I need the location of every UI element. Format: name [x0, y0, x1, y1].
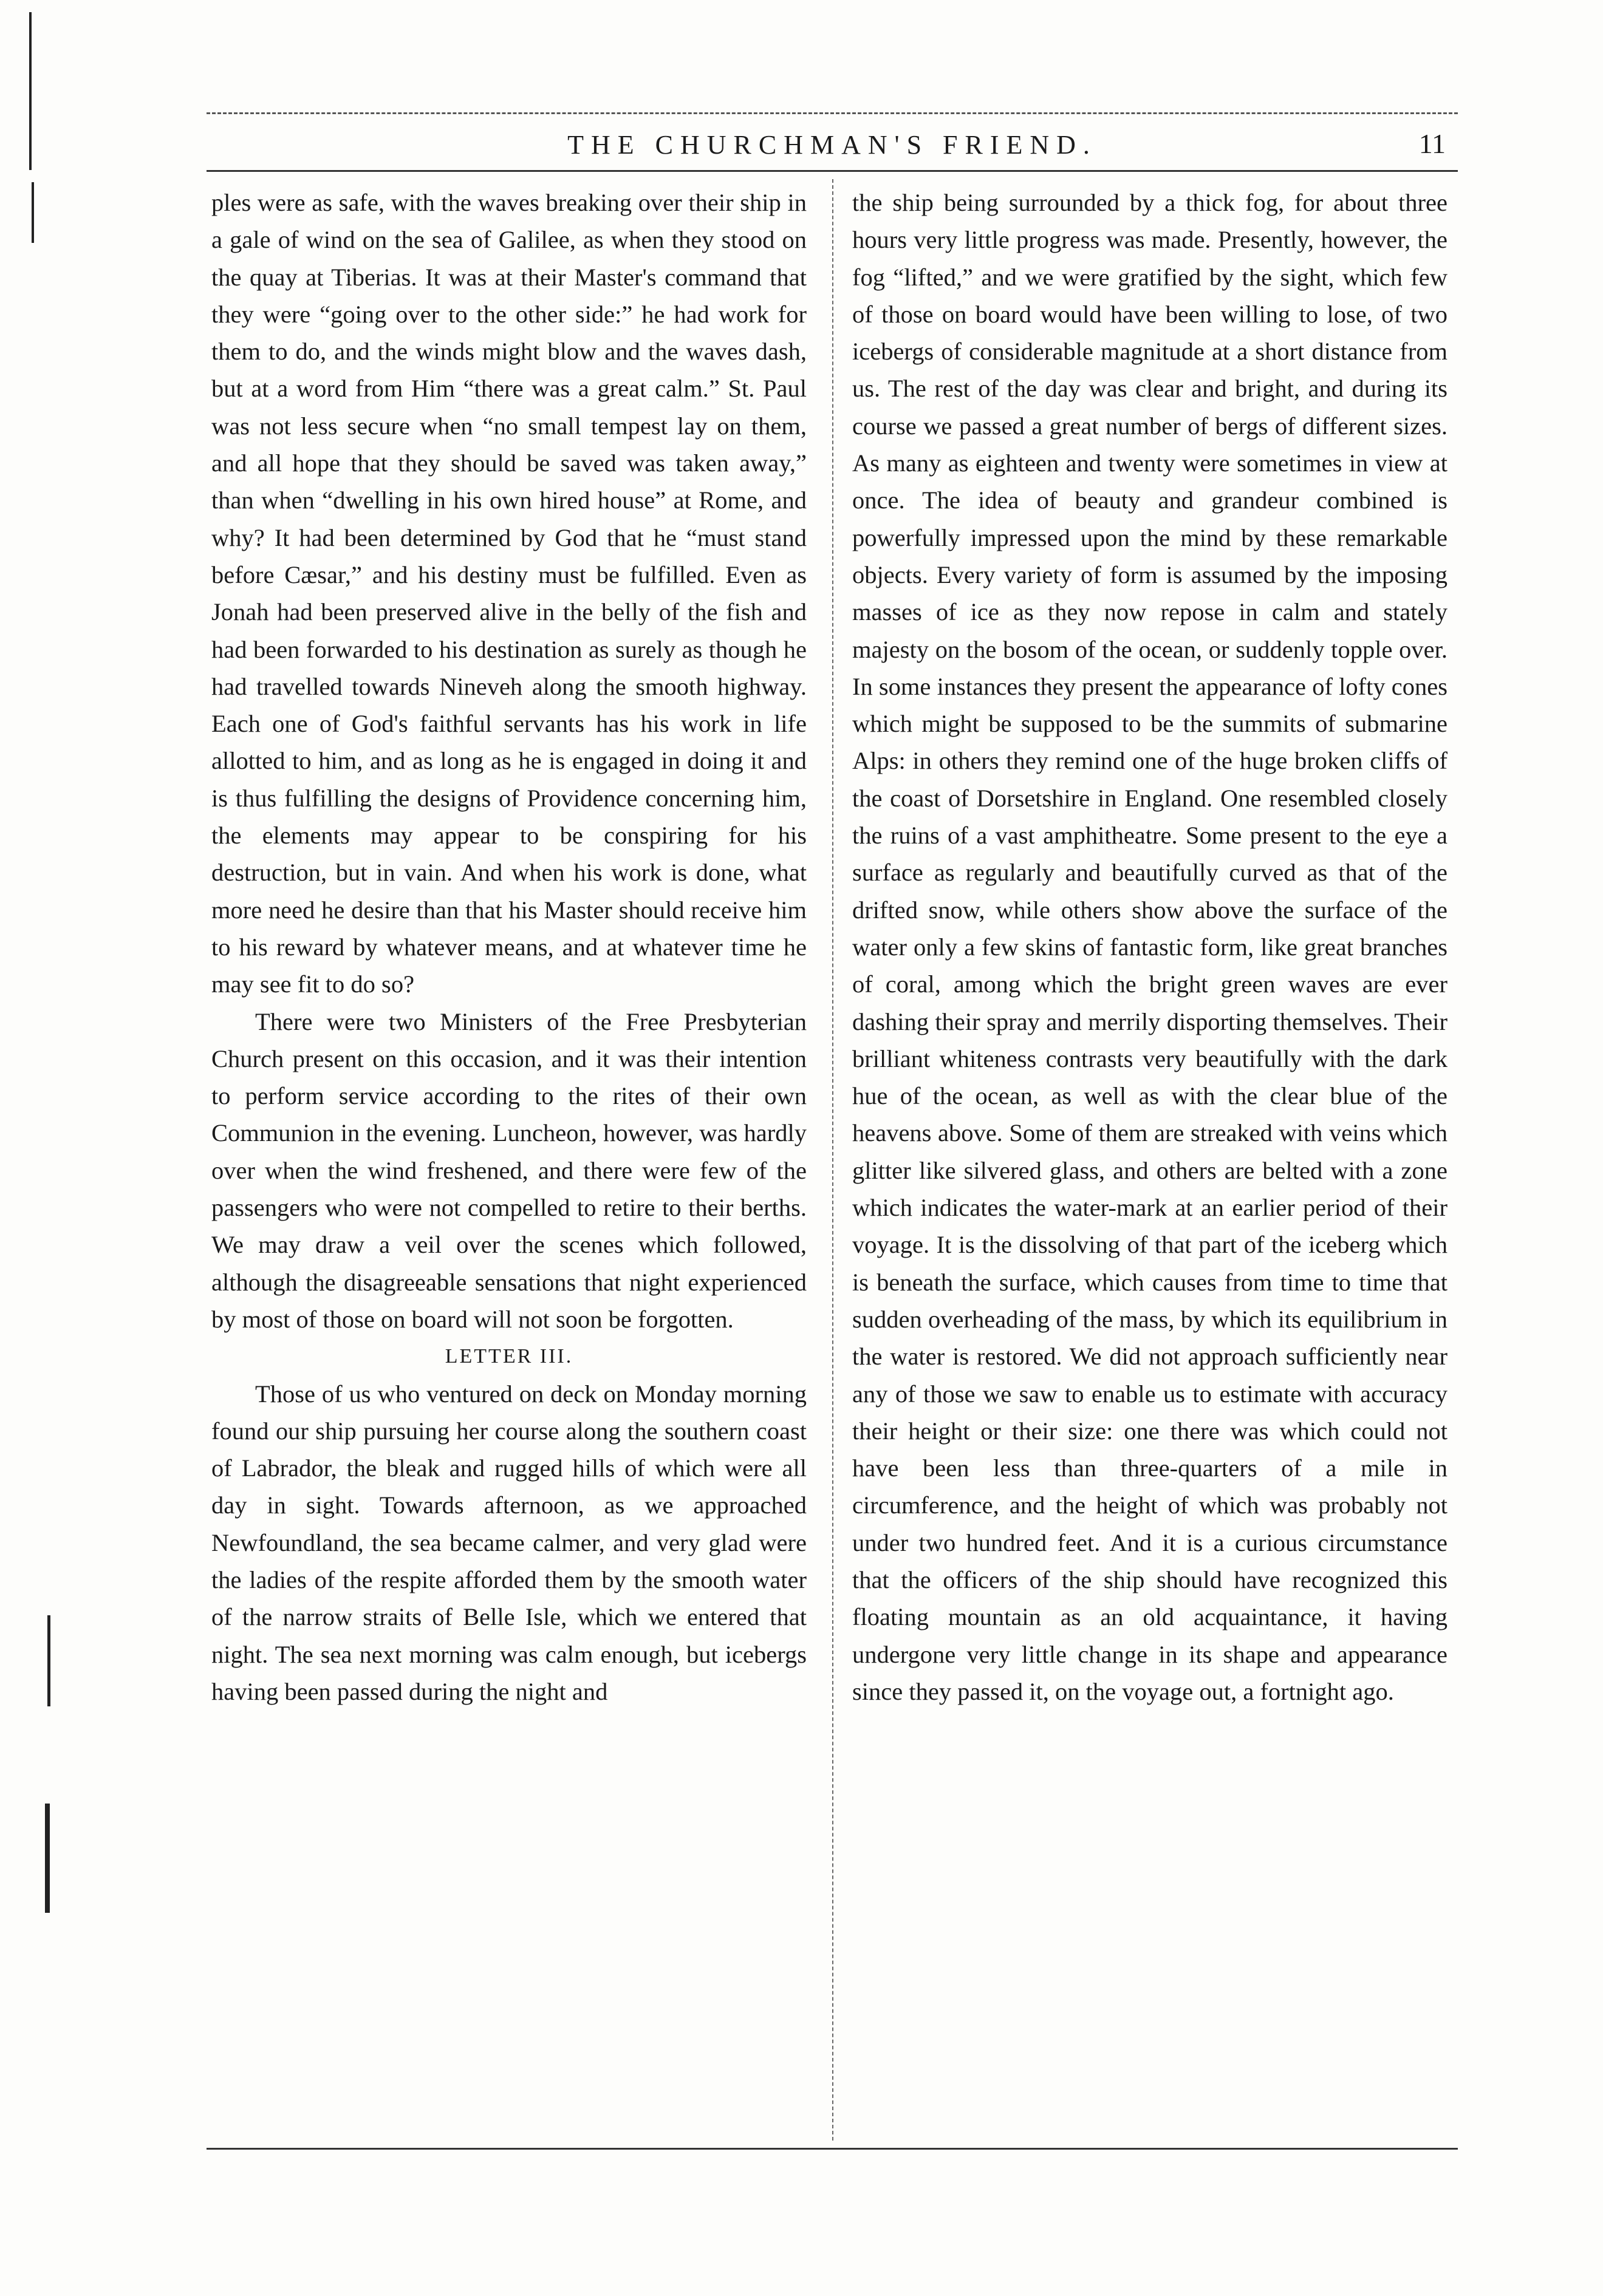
left-column	[211, 184, 807, 1710]
footer-rule	[207, 2148, 1458, 2150]
column-divider	[832, 179, 833, 2141]
letter-heading: LETTER III.	[445, 1345, 573, 1368]
binding-mark	[45, 1804, 50, 1913]
binding-mark	[32, 182, 34, 243]
paragraph: the ship being surrounded by a thick fog, for about three hours very little progress was made. Presently, however, the fog “lifted,” and we were gratified by the sight, which few of those on board would have been willing to lose, of two icebergs of considerable magnitude at a short distance from us. The rest of the day was clear and bright, and during its course we passed a great number of bergs of different sizes. As many as eighteen and twenty were sometimes in view at once. The idea of beauty and grandeur combined is powerfully impressed upon the mind by these remarkable objects. Every variety of form is assumed by the imposing masses of ice as they now repose in calm and stately majesty on the bosom of the ocean, or suddenly topple over. In some instances they present the appearance of lofty cones which might be supposed to be the summits of submarine Alps: in others they remind one of the huge broken cliffs of the coast of Dorsetshire in England. One resembled closely the ruins of a vast amphitheatre. Some present to the eye a surface as regularly and beautifully curved as that of the drifted snow, while others show above the surface of the water only a few skins of fantastic form, like great branches of coral, among which the bright green waves are ever dashing their spray and merrily disporting themselves. Their brilliant whiteness contrasts very beautifully with the dark hue of the ocean, as well as with the clear blue of the heavens above. Some of them are streaked with veins which glitter like silvered glass, and others are belted with a zone which indicates the water-mark at an earlier period of their voyage. It is the dissolving of that part of the iceberg which is beneath the surface, which causes from time to time that sudden overheading of the mass, by which its equilibrium in the water is restored. We did not approach sufficiently near any of those we saw to enable us to estimate with accuracy their height or their size: one there was which could not have been less than three-quarters of a mile in circumference, and the height of which was probably not under two hundred feet. And it is a curious circumstance that the officers of the ship should have recognized this floating mountain as an old acquaintance, it having undergone very little change in its shape and appearance since they passed it, on the voyage out, a fortnight ago.	[852, 189, 1447, 1705]
binding-mark	[47, 1615, 50, 1706]
binding-mark	[29, 12, 32, 170]
paragraph: ples were as safe, with the waves breaking over their ship in a gale of wind on the sea of Galilee, as when they stood on the quay at Tiberias. It was at their Master's command that they were “going over to the other side:” he had work for them to do, and the winds might blow and the waves dash, but at a word from Him “there was a great calm.” St. Paul was not less secure when “no small tempest lay on them, and all hope that they should be saved was taken away,” than when “dwelling in his own hired house” at Rome, and why? It had been determined by God that he “must stand before Cæsar,” and his destiny must be fulfilled. Even as Jonah had been preserved alive in the belly of the fish and had been forwarded to his destination as surely as though he had travelled towards Nineveh along the smooth highway. Each one of God's faithful servants has his work in life allotted to him, and as long as he is engaged in doing it and is thus fulfilling the designs of Providence concerning him, the elements may appear to be conspiring for his destruction, but in vain. And when his work is done, what more need he desire than that his Master should receive him to his reward by whatever means, and at whatever time he may see fit to do so?	[211, 189, 807, 998]
page-number: 11	[1418, 128, 1446, 159]
running-title: THE CHURCHMAN'S FRIEND.	[567, 130, 1097, 160]
paragraph: There were two Ministers of the Free Presbyterian Church present on this occasion, and it was their intention to perform service according to the rites of their own Communion in the evening. Luncheon, however, was hardly over when the wind freshened, and there were few of the passengers who were not compelled to retire to their berths. We may draw a veil over the scenes which followed, although the disagreeable sensations that night experienced by most of those on board will not soon be forgotten.	[211, 1007, 807, 1333]
header-rule	[207, 170, 1458, 172]
right-column	[852, 184, 1447, 1710]
running-header	[207, 112, 1458, 169]
paragraph: Those of us who ventured on deck on Monday morning found our ship pursuing her course along the southern coast of Labrador, the bleak and rugged hills of which were all day in sight. Towards afternoon, as we approached Newfoundland, the sea became calmer, and very glad were the ladies of the respite afforded them by the smooth water of the narrow straits of Belle Isle, which we entered that night. The sea next morning was calm enough, but icebergs having been passed during the night and	[211, 1380, 807, 1705]
document-page	[207, 112, 1458, 2153]
